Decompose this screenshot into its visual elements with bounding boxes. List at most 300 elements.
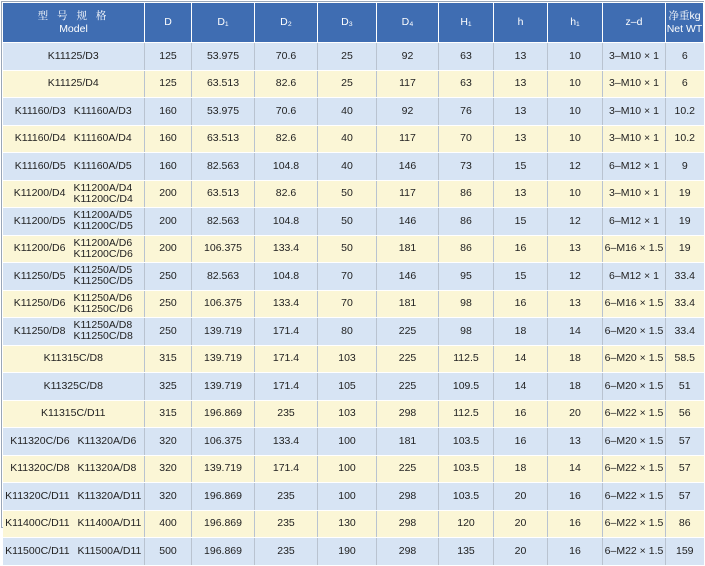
header-d1: D₁: [192, 3, 255, 43]
cell-d: 160: [145, 153, 192, 181]
cell-h: 14: [494, 373, 548, 401]
model-variant: K11250C/D6: [73, 302, 133, 315]
cell-model: [3, 70, 145, 98]
cell-zd: 6–M22 × 1.5: [603, 455, 666, 483]
model-wrap: [7, 320, 141, 342]
cell-d2: 104.8: [255, 153, 318, 181]
cell-d2: 70.6: [255, 43, 318, 71]
cell-weight: 6: [666, 70, 704, 98]
cell-h: 20: [494, 510, 548, 538]
spec-table: [2, 2, 704, 566]
cell-h: 16: [494, 235, 548, 263]
model-primary: K11200/D4: [13, 187, 66, 200]
cell-model: [3, 400, 145, 428]
cell-h1-upper: 86: [439, 235, 494, 263]
cell-h1-upper: 98: [439, 318, 494, 346]
cell-weight: 33.4: [666, 290, 704, 318]
model-wrap: [7, 293, 141, 315]
cell-d: 200: [145, 180, 192, 208]
cell-zd: 3–M10 × 1: [603, 98, 666, 126]
cell-model: [3, 125, 145, 153]
cell-model: [3, 373, 145, 401]
cell-d: 325: [145, 373, 192, 401]
cell-d3: 50: [318, 208, 377, 236]
cell-d2: 171.4: [255, 455, 318, 483]
cell-d2: 235: [255, 483, 318, 511]
model-primary: K11125/D4: [47, 77, 99, 90]
cell-h1-lower: 16: [548, 483, 603, 511]
cell-h1-upper: 103.5: [439, 455, 494, 483]
cell-h1-upper: 70: [439, 125, 494, 153]
cell-d: 160: [145, 125, 192, 153]
model-primary: K11250/D6: [13, 297, 66, 310]
model-wrap: [7, 408, 141, 419]
cell-h: 15: [494, 153, 548, 181]
cell-h1-lower: 12: [548, 263, 603, 291]
cell-zd: 3–M10 × 1: [603, 180, 666, 208]
header-d2: D₂: [255, 3, 318, 43]
cell-d4: 225: [377, 345, 439, 373]
cell-d2: 235: [255, 400, 318, 428]
cell-d2: 104.8: [255, 263, 318, 291]
cell-h1-lower: 13: [548, 290, 603, 318]
cell-d3: 25: [318, 43, 377, 71]
cell-h1-upper: 120: [439, 510, 494, 538]
cell-h1-upper: 98: [439, 290, 494, 318]
model-variant: K11500A/D11: [77, 544, 142, 557]
cell-d4: 146: [377, 153, 439, 181]
model-wrap: [7, 133, 141, 144]
cell-d4: 225: [377, 373, 439, 401]
cell-h1-upper: 103.5: [439, 428, 494, 456]
cell-d: 125: [145, 43, 192, 71]
cell-d2: 82.6: [255, 70, 318, 98]
cell-d2: 104.8: [255, 208, 318, 236]
cell-zd: 6–M20 × 1.5: [603, 373, 666, 401]
cell-d1: 82.563: [192, 153, 255, 181]
cell-weight: 33.4: [666, 263, 704, 291]
cell-zd: 6–M20 × 1.5: [603, 345, 666, 373]
table-row: [3, 70, 704, 98]
model-variant: K11250A/D5: [73, 264, 133, 277]
cell-d3: 103: [318, 400, 377, 428]
model-primary: K11160/D3: [14, 104, 66, 117]
cell-d4: 117: [377, 180, 439, 208]
model-primary: K11400C/D11: [5, 517, 70, 530]
table-row: [3, 180, 704, 208]
table-row: [3, 428, 704, 456]
cell-h1-upper: 73: [439, 153, 494, 181]
cell-d4: 181: [377, 428, 439, 456]
table-row: [3, 455, 704, 483]
cell-d3: 100: [318, 428, 377, 456]
header-row: [3, 3, 704, 43]
model-primary: K11320C/D8: [10, 462, 70, 475]
model-variant: K11160A/D5: [73, 159, 132, 172]
table-row: [3, 125, 704, 153]
cell-h1-upper: 109.5: [439, 373, 494, 401]
table-row: [3, 43, 704, 71]
model-variants: [73, 183, 132, 205]
cell-d2: 171.4: [255, 345, 318, 373]
cell-d3: 130: [318, 510, 377, 538]
cell-d1: 63.513: [192, 125, 255, 153]
model-variants: [73, 265, 132, 287]
cell-zd: 3–M10 × 1: [603, 43, 666, 71]
cell-weight: 56: [666, 400, 704, 428]
cell-d: 250: [145, 263, 192, 291]
cell-h1-upper: 103.5: [439, 483, 494, 511]
cell-d2: 235: [255, 538, 318, 566]
table-row: [3, 318, 704, 346]
cell-h1-lower: 18: [548, 345, 603, 373]
cell-h: 20: [494, 538, 548, 566]
cell-h1-lower: 10: [548, 98, 603, 126]
cell-weight: 57: [666, 483, 704, 511]
table-header: [3, 3, 704, 43]
cell-zd: 6–M12 × 1: [603, 153, 666, 181]
cell-zd: 6–M20 × 1.5: [603, 428, 666, 456]
header-d: D: [145, 3, 192, 43]
cell-d3: 40: [318, 125, 377, 153]
cell-zd: 6–M22 × 1.5: [603, 483, 666, 511]
model-variants: [78, 463, 137, 474]
model-primary: K11320C/D6: [10, 434, 70, 447]
cell-d3: 100: [318, 483, 377, 511]
model-variants: [73, 210, 132, 232]
model-variants: [74, 106, 132, 117]
cell-d3: 70: [318, 290, 377, 318]
cell-h1-upper: 86: [439, 180, 494, 208]
cell-d1: 63.513: [192, 70, 255, 98]
cell-model: [3, 345, 145, 373]
cell-h1-upper: 112.5: [439, 345, 494, 373]
table-row: [3, 510, 704, 538]
table-row: [3, 208, 704, 236]
cell-weight: 159: [666, 538, 704, 566]
model-wrap: [7, 518, 141, 529]
cell-zd: 6–M16 × 1.5: [603, 235, 666, 263]
header-model-en: Model: [59, 22, 88, 35]
cell-h1-upper: 95: [439, 263, 494, 291]
cell-model: [3, 455, 145, 483]
model-variants: [78, 546, 142, 557]
cell-model: [3, 510, 145, 538]
cell-d: 125: [145, 70, 192, 98]
cell-d4: 298: [377, 538, 439, 566]
cell-d3: 25: [318, 70, 377, 98]
table-row: [3, 483, 704, 511]
cell-d3: 103: [318, 345, 377, 373]
cell-h1-lower: 12: [548, 153, 603, 181]
cell-d: 500: [145, 538, 192, 566]
cell-zd: 6–M22 × 1.5: [603, 538, 666, 566]
cell-h: 13: [494, 70, 548, 98]
model-wrap: [7, 106, 141, 117]
header-weight-cn: 净重kg: [668, 10, 701, 23]
cell-d: 200: [145, 235, 192, 263]
model-variants: [74, 161, 132, 172]
cell-weight: 51: [666, 373, 704, 401]
cell-d1: 139.719: [192, 345, 255, 373]
cell-zd: 3–M10 × 1: [603, 70, 666, 98]
model-variant: K11200C/D5: [73, 220, 133, 233]
cell-h: 20: [494, 483, 548, 511]
cell-weight: 33.4: [666, 318, 704, 346]
table-row: [3, 235, 704, 263]
cell-d4: 146: [377, 208, 439, 236]
cell-weight: 10.2: [666, 98, 704, 126]
cell-model: [3, 318, 145, 346]
cell-d: 320: [145, 483, 192, 511]
model-wrap: [7, 491, 141, 502]
model-variants: [78, 436, 137, 447]
cell-d4: 298: [377, 483, 439, 511]
table-row: [3, 153, 704, 181]
cell-d: 160: [145, 98, 192, 126]
model-variants: [78, 491, 142, 502]
model-variants: [73, 320, 132, 342]
cell-weight: 9: [666, 153, 704, 181]
cell-h: 18: [494, 318, 548, 346]
model-primary: K11125/D3: [47, 49, 99, 62]
cell-d2: 171.4: [255, 318, 318, 346]
cell-d4: 92: [377, 43, 439, 71]
header-model: [3, 3, 145, 43]
cell-d3: 100: [318, 455, 377, 483]
cell-d1: 106.375: [192, 235, 255, 263]
cell-h1-upper: 76: [439, 98, 494, 126]
table-row: [3, 538, 704, 566]
cell-weight: 58.5: [666, 345, 704, 373]
cell-d1: 139.719: [192, 455, 255, 483]
cell-zd: 6–M16 × 1.5: [603, 290, 666, 318]
header-h: h: [494, 3, 548, 43]
cell-h: 16: [494, 400, 548, 428]
model-variant: K11250A/D6: [73, 291, 133, 304]
cell-h1-lower: 10: [548, 125, 603, 153]
cell-h: 13: [494, 98, 548, 126]
cell-d3: 50: [318, 235, 377, 263]
model-primary: K11315C/D8: [43, 352, 103, 365]
cell-h1-lower: 10: [548, 180, 603, 208]
cell-h1-lower: 13: [548, 235, 603, 263]
cell-d3: 40: [318, 98, 377, 126]
model-variant: K11160A/D4: [73, 132, 132, 145]
cell-d1: 82.563: [192, 263, 255, 291]
model-wrap: [7, 436, 141, 447]
cell-d1: 196.869: [192, 510, 255, 538]
cell-h1-lower: 10: [548, 70, 603, 98]
cell-zd: 6–M20 × 1.5: [603, 318, 666, 346]
cell-weight: 19: [666, 235, 704, 263]
cell-model: [3, 235, 145, 263]
cell-model: [3, 98, 145, 126]
model-variant: K11320A/D8: [77, 462, 137, 475]
cell-h1-lower: 16: [548, 538, 603, 566]
cell-d2: 82.6: [255, 180, 318, 208]
cell-weight: 10.2: [666, 125, 704, 153]
header-h1-lower: h₁: [548, 3, 603, 43]
model-variants: [73, 293, 132, 315]
cell-weight: 57: [666, 455, 704, 483]
cell-h1-lower: 10: [548, 43, 603, 71]
cell-d3: 70: [318, 263, 377, 291]
model-wrap: [7, 238, 141, 260]
cell-h: 15: [494, 208, 548, 236]
model-variant: K11320A/D6: [77, 434, 137, 447]
cell-h1-lower: 18: [548, 373, 603, 401]
cell-d3: 105: [318, 373, 377, 401]
model-wrap: [7, 183, 141, 205]
cell-weight: 57: [666, 428, 704, 456]
table-row: [3, 290, 704, 318]
header-model-cn: 型 号 规 格: [37, 10, 110, 23]
model-variant: K11200A/D5: [73, 209, 133, 222]
model-primary: K11250/D8: [13, 324, 66, 337]
cell-zd: 6–M12 × 1: [603, 263, 666, 291]
cell-model: [3, 290, 145, 318]
model-wrap: [7, 210, 141, 232]
cell-d4: 298: [377, 400, 439, 428]
model-wrap: [7, 78, 141, 89]
cell-d1: 196.869: [192, 538, 255, 566]
cell-d2: 235: [255, 510, 318, 538]
cell-h: 16: [494, 290, 548, 318]
cell-h: 13: [494, 125, 548, 153]
model-wrap: [7, 546, 141, 557]
cell-h: 13: [494, 43, 548, 71]
cell-weight: 19: [666, 208, 704, 236]
cell-model: [3, 43, 145, 71]
model-variant: K11200A/D4: [73, 181, 133, 194]
cell-model: [3, 208, 145, 236]
cell-h1-lower: 14: [548, 318, 603, 346]
model-wrap: [7, 265, 141, 287]
model-wrap: [7, 381, 141, 392]
model-primary: K11160/D5: [14, 159, 66, 172]
cell-d1: 139.719: [192, 373, 255, 401]
cell-d2: 133.4: [255, 235, 318, 263]
cell-d: 320: [145, 455, 192, 483]
cell-h: 15: [494, 263, 548, 291]
cell-d: 315: [145, 400, 192, 428]
header-zd: z–d: [603, 3, 666, 43]
cell-d2: 82.6: [255, 125, 318, 153]
cell-h: 13: [494, 180, 548, 208]
cell-d4: 117: [377, 70, 439, 98]
cell-d: 400: [145, 510, 192, 538]
cell-h: 16: [494, 428, 548, 456]
cell-d4: 298: [377, 510, 439, 538]
cell-d1: 53.975: [192, 43, 255, 71]
model-primary: K11315C/D11: [41, 407, 106, 420]
cell-d4: 181: [377, 235, 439, 263]
cell-d4: 225: [377, 455, 439, 483]
cell-d3: 40: [318, 153, 377, 181]
cell-h1-upper: 135: [439, 538, 494, 566]
cell-h1-upper: 112.5: [439, 400, 494, 428]
model-variant: K11320A/D11: [77, 489, 142, 502]
table-row: [3, 400, 704, 428]
cell-d4: 146: [377, 263, 439, 291]
cell-d1: 196.869: [192, 400, 255, 428]
cell-d3: 80: [318, 318, 377, 346]
table-body: [3, 43, 704, 566]
header-h1-upper: H₁: [439, 3, 494, 43]
cell-model: [3, 538, 145, 566]
cell-d4: 92: [377, 98, 439, 126]
model-primary: K11200/D6: [13, 242, 66, 255]
cell-d1: 106.375: [192, 428, 255, 456]
cell-model: [3, 428, 145, 456]
model-variant: K11200C/D6: [73, 247, 133, 260]
model-primary: K11250/D5: [13, 269, 66, 282]
cell-h1-lower: 13: [548, 428, 603, 456]
model-variant: K11200C/D4: [73, 192, 133, 205]
cell-weight: 19: [666, 180, 704, 208]
cell-model: [3, 263, 145, 291]
model-variant: K11160A/D3: [73, 104, 132, 117]
model-primary: K11160/D4: [14, 132, 66, 145]
cell-model: [3, 483, 145, 511]
cell-zd: 6–M22 × 1.5: [603, 510, 666, 538]
model-primary: K11200/D5: [13, 214, 66, 227]
cell-d4: 117: [377, 125, 439, 153]
cell-d: 250: [145, 318, 192, 346]
model-variant: K11400A/D11: [77, 517, 142, 530]
model-variant: K11250A/D8: [73, 319, 133, 332]
cell-d1: 82.563: [192, 208, 255, 236]
cell-zd: 6–M12 × 1: [603, 208, 666, 236]
cell-d2: 133.4: [255, 428, 318, 456]
cell-h1-upper: 63: [439, 70, 494, 98]
cell-d1: 106.375: [192, 290, 255, 318]
cell-h1-lower: 14: [548, 455, 603, 483]
header-d4: D₄: [377, 3, 439, 43]
cell-zd: 6–M22 × 1.5: [603, 400, 666, 428]
header-weight: [666, 3, 704, 43]
cell-h1-lower: 16: [548, 510, 603, 538]
cell-d2: 133.4: [255, 290, 318, 318]
cell-h: 18: [494, 455, 548, 483]
model-wrap: [7, 353, 141, 364]
cell-weight: 86: [666, 510, 704, 538]
cell-d: 250: [145, 290, 192, 318]
cell-d1: 53.975: [192, 98, 255, 126]
header-weight-en: Net WT: [666, 22, 703, 35]
spec-table-container: [1, 1, 704, 557]
cell-d1: 196.869: [192, 483, 255, 511]
table-row: [3, 373, 704, 401]
model-wrap: [7, 51, 141, 62]
model-variants: [78, 518, 142, 529]
model-variants: [73, 238, 132, 260]
model-variant: K11200A/D6: [73, 236, 133, 249]
cell-d4: 181: [377, 290, 439, 318]
cell-h1-lower: 20: [548, 400, 603, 428]
model-primary: K11320C/D11: [5, 489, 70, 502]
cell-d: 200: [145, 208, 192, 236]
cell-zd: 3–M10 × 1: [603, 125, 666, 153]
table-row: [3, 263, 704, 291]
model-primary: K11500C/D11: [5, 544, 70, 557]
model-variant: K11250C/D8: [73, 330, 133, 343]
cell-h1-upper: 86: [439, 208, 494, 236]
cell-h1-upper: 63: [439, 43, 494, 71]
model-wrap: [7, 463, 141, 474]
cell-h1-lower: 12: [548, 208, 603, 236]
